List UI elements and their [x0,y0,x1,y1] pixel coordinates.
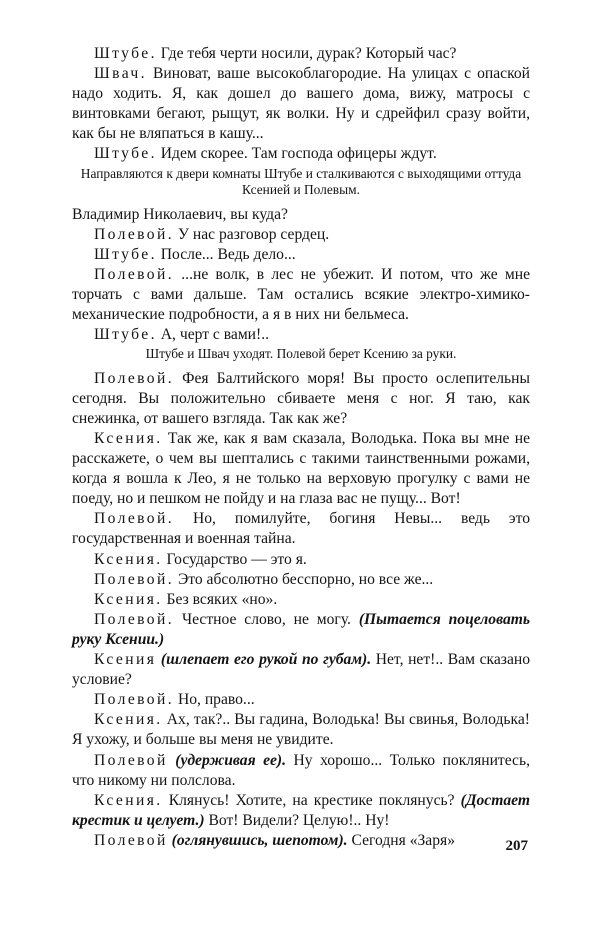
dialogue-line [72,610,530,650]
stage-remark: (шлепает его рукой по губам). [156,651,372,669]
line-text-tail: Вот! Видели? Целую!.. Ну! [204,811,390,829]
speaker-name: Полевой. [94,510,175,528]
stage-direction: Штубе и Швач уходят. Полевой берет Ксению за руки. [145,346,457,362]
dialogue-line [72,570,530,590]
dialogue-line [72,225,530,245]
speaker-name: Полевой. [94,691,175,709]
line-text: Нет, нет!.. Вам сказано условие? [72,651,531,689]
dialogue-line [72,429,530,509]
line-text: Но, помилуйте, богиня Невы... ведь это государственная и военная тайна. [72,510,530,548]
speaker-name: Штубе. [94,245,157,263]
dialogue-line [72,64,530,144]
dialogue-line [72,550,530,570]
page-number: 207 [505,838,528,854]
line-text: Идем скорее. Там господа офицеры ждут. [156,145,437,163]
line-text: Государство — это я. [162,550,307,568]
dialogue-line [72,369,530,429]
speaker-name: Полевой. [94,610,175,628]
line-text: Клянусь! Хотите, на крестике поклянусь? [162,791,461,809]
line-text: А, черт с вами!.. [156,326,270,344]
dialogue-line [72,265,530,325]
line-text: Без всяких «но». [162,590,278,608]
line-text: Ах, так?.. Вы гадина, Володька! Вы свинья, Володька! Я ухожу, и больше вы меня не увидите. [72,711,530,749]
line-text: У нас разговор сердец. [174,225,330,243]
speaker-name: Полевой. [94,265,175,283]
dialogue-line [72,710,530,750]
dialogue-line [72,791,530,831]
dialogue-continuation: Владимир Николаевич, вы куда? [72,205,288,223]
line-text: Виноват, ваше высокоблагородие. На улицах с опаской надо ходить. Я, как дошел до вашего дома, вижу, матросы с винтовками бегают, рыщут, як волки. Ну и сдрейфил сразу войти, как бы не вляпаться в кашу... [72,65,530,143]
line-text: Честное слово, не могу. [174,610,359,628]
stage-remark: (удерживая ее). [167,751,287,769]
speaker-name: Штубе. [94,326,157,344]
speaker-name: Полевой [94,831,168,849]
speaker-name: Штубе. [94,145,157,163]
speaker-name: Ксения. [94,590,163,608]
dialogue-line [72,245,530,265]
speaker-name: Ксения. [94,550,163,568]
speaker-name: Штубе. [94,45,157,62]
speaker-name: Ксения. [94,711,163,729]
dialogue-line [72,325,530,345]
dialogue-line [72,831,530,851]
dialogue-line [72,509,530,549]
speaker-name: Ксения. [94,791,163,809]
text-column [72,44,530,851]
stage-remark: (Достает крестик и целует.) [72,791,530,829]
line-text: Где тебя черти носили, дурак? Который час? [156,45,457,62]
line-text: Ну хорошо... Только поклянитесь, что никому ни полслова. [72,751,530,789]
dialogue-line [72,44,530,64]
speaker-name: Полевой [94,751,168,769]
dialogue-line [72,590,530,610]
stage-direction: Направляются к двери комнаты Штубе и сталкиваются с выходящими оттуда Ксенией и Полевым. [80,165,522,198]
speaker-name: Ксения [94,651,157,669]
speaker-name: Полевой. [94,369,175,387]
stage-remark: (Пытается поцеловать руку Ксении.) [72,610,531,648]
speaker-name: Ксения. [94,430,163,447]
speaker-name: Полевой. [94,570,175,588]
dialogue-line [72,751,530,791]
line-text: Фея Балтийского моря! Вы просто ослепительны сегодня. Вы положительно сбиваете меня с ног. Я таю, как снежинка, от вашего взгляда. Так как же? [72,369,530,427]
stage-remark: (оглянувшись, шепотом). [167,831,348,849]
line-text: После... Ведь дело... [156,245,296,263]
line-text: Так же, как я вам сказала, Володька. Пока вы мне не расскажете, о чем вы шептались с такими таинственными рожами, когда я вошла к Лео, я не только на верховую прогулку с вами не поеду, но и пешком не пойду и на глаза вас не пущу... Вот! [72,430,530,508]
dialogue-line [72,690,530,710]
speaker-name: Полевой. [94,225,175,243]
line-text: Сегодня «Заря» [347,831,455,849]
dialogue-line [72,650,530,690]
dialogue-line [72,144,530,164]
line-text: Это абсолютно бесспорно, но все же... [174,570,434,588]
speaker-name: Швач. [94,65,147,83]
line-text: ...не волк, в лес не убежит. И потом, что же мне торчать с вами дальше. Там остались всякие электро-химико-механические подробности, а я в них ни бельмеса. [72,265,530,324]
line-text: Но, право... [174,691,255,709]
